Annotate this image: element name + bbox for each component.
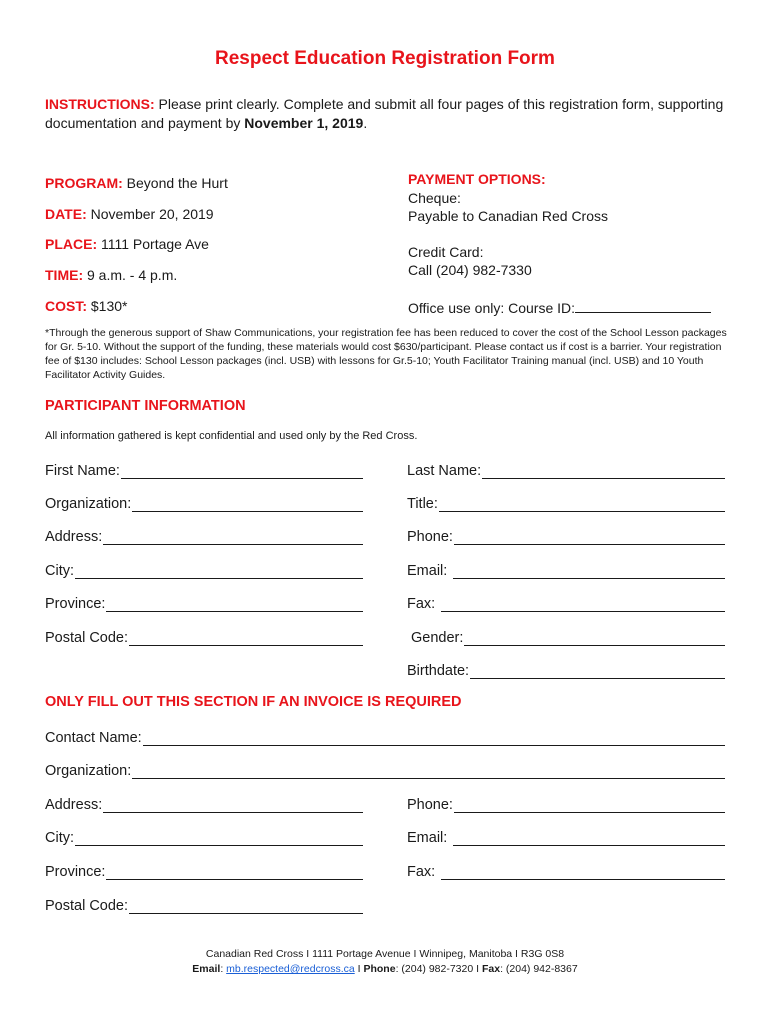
instructions-deadline: November 1, 2019 xyxy=(244,115,364,131)
program-label: PROGRAM: xyxy=(45,175,123,191)
invoice-phone-field[interactable] xyxy=(407,793,725,813)
title-field[interactable] xyxy=(407,492,725,512)
time-value: 9 a.m. - 4 p.m. xyxy=(83,267,178,283)
instructions-end: . xyxy=(363,115,368,131)
gender-line[interactable] xyxy=(464,629,725,646)
date-label: DATE: xyxy=(45,206,87,222)
gender-field[interactable] xyxy=(411,626,725,646)
phone-field[interactable] xyxy=(407,525,725,545)
last-name-field[interactable] xyxy=(407,459,725,479)
footer-fax-value: : (204) 942-8367 xyxy=(500,963,578,975)
footer-colon: : xyxy=(220,963,227,975)
first-name-line[interactable] xyxy=(121,462,363,479)
organization-field[interactable] xyxy=(45,492,363,512)
invoice-address-line[interactable] xyxy=(103,796,363,813)
participant-heading: PARTICIPANT INFORMATION xyxy=(45,398,246,414)
instructions xyxy=(45,95,735,133)
invoice-postal-code-label: Postal Code: xyxy=(45,898,129,914)
invoice-province-field[interactable] xyxy=(45,860,363,880)
invoice-organization-label: Organization: xyxy=(45,763,132,779)
program-row xyxy=(45,175,228,191)
invoice-email-line[interactable] xyxy=(453,829,725,846)
province-line[interactable] xyxy=(106,595,363,612)
place-label: PLACE: xyxy=(45,236,98,252)
invoice-address-field[interactable] xyxy=(45,793,363,813)
organization-line[interactable] xyxy=(132,495,363,512)
date-value: November 20, 2019 xyxy=(86,206,214,222)
fax-field[interactable] xyxy=(407,592,725,612)
birthdate-field[interactable] xyxy=(407,659,725,679)
invoice-phone-line[interactable] xyxy=(454,796,725,813)
email-line[interactable] xyxy=(453,562,725,579)
instructions-label: INSTRUCTIONS: xyxy=(45,96,155,112)
invoice-fax-label: Fax: xyxy=(407,864,436,880)
office-use-row xyxy=(408,298,711,317)
postal-code-label: Postal Code: xyxy=(45,630,129,646)
invoice-organization-field[interactable] xyxy=(45,759,725,779)
invoice-heading: ONLY FILL OUT THIS SECTION IF AN INVOICE IS REQUIRED xyxy=(45,694,462,710)
city-field[interactable] xyxy=(45,559,363,579)
invoice-province-label: Province: xyxy=(45,864,106,880)
fax-label: Fax: xyxy=(407,596,436,612)
city-line[interactable] xyxy=(75,562,363,579)
footer-email-link[interactable]: mb.respected@redcross.ca xyxy=(226,963,355,975)
city-label: City: xyxy=(45,563,74,579)
place-value: 1111 Portage Ave xyxy=(97,236,209,252)
cost-footnote: *Through the generous support of Shaw Communications, your registration fee has been reduced to cover the cost of the School Lesson packages for Gr. 5-10. Without the support of the funding, these materials would cost $630/participant. Please contact us if cost is a barrier. Your registration fee of $130 includes: School Lesson packages (incl. USB) with lessons for Gr.5-10; Youth Facilitator Training manual (incl. USB) and 10 Youth Facilitator Activity Guides. xyxy=(45,327,727,381)
date-row xyxy=(45,206,214,222)
footer-email-label: Email xyxy=(192,963,221,975)
postal-code-field[interactable] xyxy=(45,626,363,646)
footer-address: Canadian Red Cross I 1111 Portage Avenue I Winnipeg, Manitoba I R3G 0S8 xyxy=(205,948,565,960)
fax-line[interactable] xyxy=(441,595,725,612)
province-field[interactable] xyxy=(45,592,363,612)
office-use-label: Office use only: Course ID: xyxy=(408,300,576,316)
phone-line[interactable] xyxy=(454,528,725,545)
footer-phone-value: : (204) 982-7320 xyxy=(395,963,474,975)
first-name-field[interactable] xyxy=(45,459,363,479)
invoice-postal-code-field[interactable] xyxy=(45,894,363,914)
footer-separator: I xyxy=(473,963,482,975)
cost-value: $130* xyxy=(87,298,128,314)
invoice-city-line[interactable] xyxy=(75,829,363,846)
time-label: TIME: xyxy=(45,267,84,283)
participant-note: All information gathered is kept confidential and used only by the Red Cross. xyxy=(45,430,418,442)
cost-label: COST: xyxy=(45,298,87,314)
postal-code-line[interactable] xyxy=(129,629,363,646)
province-label: Province: xyxy=(45,596,106,612)
time-row xyxy=(45,267,177,283)
page-title: Respect Education Registration Form xyxy=(215,48,555,69)
place-row xyxy=(45,236,209,252)
first-name-label: First Name: xyxy=(45,463,120,479)
address-field[interactable] xyxy=(45,525,363,545)
invoice-organization-line[interactable] xyxy=(132,762,725,779)
course-id-field[interactable] xyxy=(575,298,711,313)
email-label: Email: xyxy=(407,563,448,579)
credit-card-value: Call (204) 982-7330 xyxy=(408,262,532,278)
contact-name-field[interactable] xyxy=(45,726,725,746)
invoice-email-label: Email: xyxy=(407,830,448,846)
invoice-city-label: City: xyxy=(45,830,74,846)
title-line[interactable] xyxy=(439,495,725,512)
birthdate-label: Birthdate: xyxy=(407,663,470,679)
credit-card-label: Credit Card: xyxy=(408,244,484,260)
title-label: Title: xyxy=(407,496,438,512)
invoice-email-field[interactable] xyxy=(407,826,725,846)
organization-label: Organization: xyxy=(45,496,132,512)
invoice-city-field[interactable] xyxy=(45,826,363,846)
contact-name-line[interactable] xyxy=(143,729,725,746)
invoice-province-line[interactable] xyxy=(106,863,363,880)
footer-contact xyxy=(0,962,770,977)
footer-fax-label: Fax xyxy=(481,963,501,975)
gender-label: Gender: xyxy=(411,630,464,646)
invoice-postal-code-line[interactable] xyxy=(129,897,363,914)
cheque-label: Cheque: xyxy=(408,190,461,206)
birthdate-line[interactable] xyxy=(470,662,725,679)
address-label: Address: xyxy=(45,529,103,545)
invoice-fax-field[interactable] xyxy=(407,860,725,880)
invoice-fax-line[interactable] xyxy=(441,863,725,880)
last-name-line[interactable] xyxy=(482,462,725,479)
cheque-value: Payable to Canadian Red Cross xyxy=(408,208,609,224)
footer-phone-label: Phone xyxy=(363,963,396,975)
last-name-label: Last Name: xyxy=(407,463,482,479)
cost-row xyxy=(45,298,127,314)
invoice-phone-label: Phone: xyxy=(407,797,453,813)
email-field[interactable] xyxy=(407,559,725,579)
invoice-address-label: Address: xyxy=(45,797,103,813)
instructions-text: Please print clearly. Complete and submit all four pages of this registration form, supporting documentation and payment by xyxy=(45,96,724,131)
address-line[interactable] xyxy=(103,528,363,545)
contact-name-label: Contact Name: xyxy=(45,730,142,746)
program-value: Beyond the Hurt xyxy=(122,175,228,191)
footer-separator: I xyxy=(354,963,364,975)
payment-heading: PAYMENT OPTIONS: xyxy=(408,171,546,187)
phone-label: Phone: xyxy=(407,529,453,545)
